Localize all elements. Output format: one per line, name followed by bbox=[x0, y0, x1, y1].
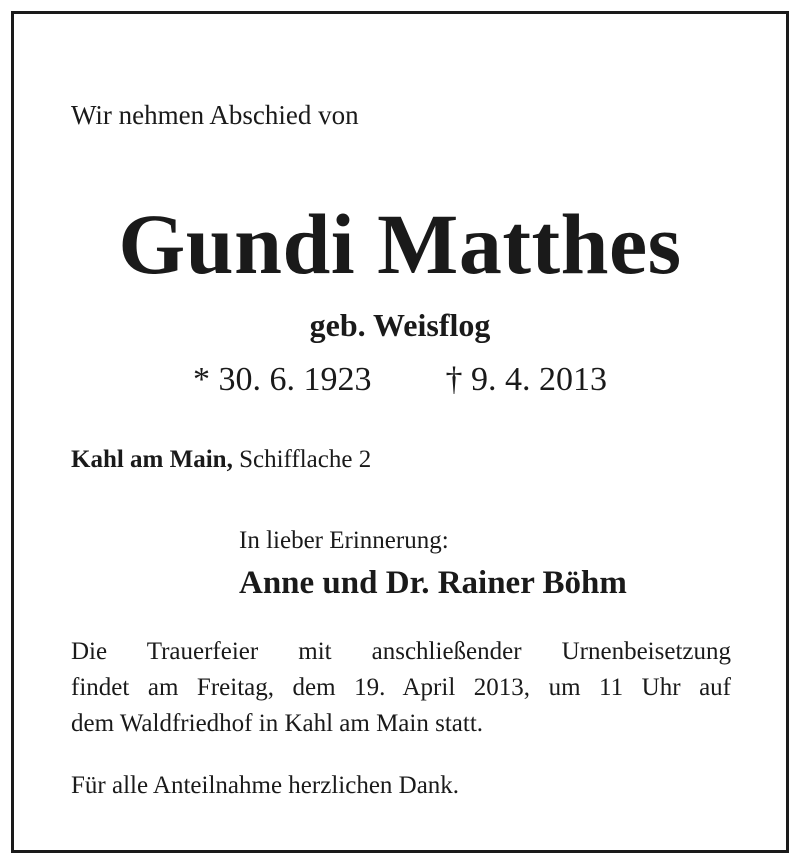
ceremony-paragraph bbox=[71, 634, 731, 742]
obituary-notice bbox=[11, 11, 789, 853]
memory-line: In lieber Erinnerung: bbox=[239, 527, 449, 554]
ceremony-line: findet am Freitag, dem 19. April 2013, um 11 Uhr auf bbox=[71, 674, 731, 701]
intro-text: Wir nehmen Abschied von bbox=[71, 100, 359, 130]
ceremony-line: dem Waldfriedhof in Kahl am Main statt. bbox=[71, 710, 484, 737]
birth-date: * 30. 6. 1923 bbox=[193, 361, 372, 398]
deceased-name: Gundi Matthes bbox=[118, 196, 682, 292]
address bbox=[71, 446, 371, 474]
family-names: Anne und Dr. Rainer Böhm bbox=[239, 565, 627, 601]
thanks-text: Für alle Anteilnahme herzlichen Dank. bbox=[71, 772, 460, 799]
death-date: † 9. 4. 2013 bbox=[445, 361, 607, 398]
ceremony-line: Die Trauerfeier mit anschließender Urnenbeisetzung bbox=[71, 638, 731, 665]
maiden-name: geb. Weisflog bbox=[309, 307, 491, 343]
life-dates bbox=[14, 361, 786, 399]
address-street: Schifflache 2 bbox=[239, 446, 372, 473]
address-place: Kahl am Main, bbox=[71, 446, 233, 473]
